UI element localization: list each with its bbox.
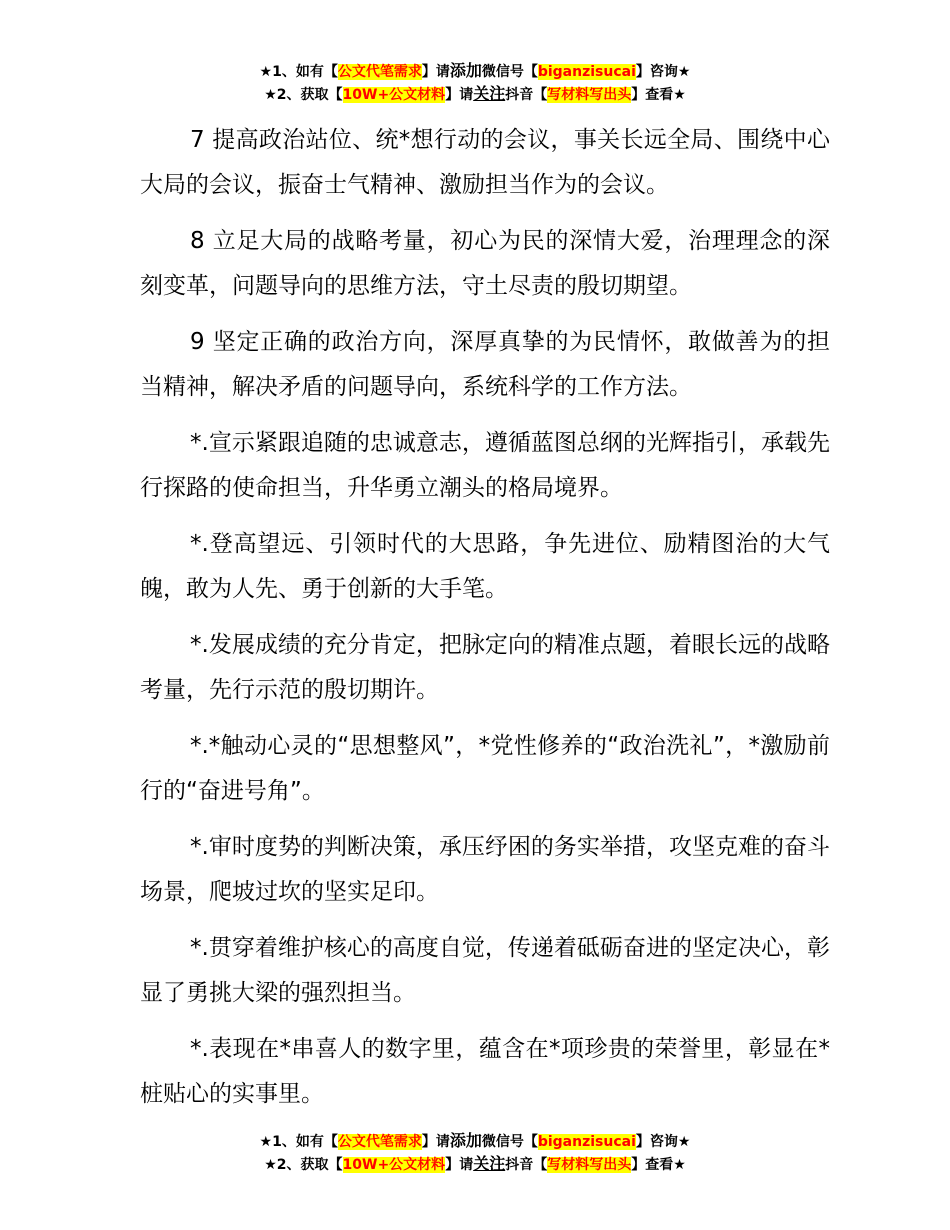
bracket-right: 】 [421,1134,436,1150]
bracket-left: 【 [533,1157,548,1173]
banner-line-2-end: 查看★ [645,87,686,103]
banner-line-1-end: 咨询★ [649,1134,691,1150]
paragraph: *.*触动心灵的“思想整风”，*党性修养的“政治洗礼”，*激励前行的“奋进号角”。 [140,733,830,804]
paragraph: *.发展成绩的充分肯定，把脉定向的精准点题，着眼长远的战略考量，先行示范的殷切期许。 [140,632,830,703]
bracket-left: 【 [328,1157,343,1173]
bracket-left: 【 [323,1134,338,1150]
banner-line-1 [0,60,950,83]
banner-text: 微信号 [481,1134,524,1150]
banner-text: 请 [435,1134,450,1150]
banner-text: 抖音 [505,1157,534,1173]
paragraph: *.审时度势的判断决策，承压纾困的务实举措，攻坚克难的奋斗场景，爬坡过坎的坚实足印。 [140,834,830,905]
bracket-left: 【 [523,1134,538,1150]
bracket-left: 【 [523,64,538,80]
banner-line-2-prefix: ★2、获取 [264,1157,329,1173]
bracket-right: 】 [421,64,436,80]
banner-line-1-prefix: ★1、如有 [259,1134,324,1150]
highlight-wechat-id: biganzisucai [537,1134,636,1150]
highlight-materials: 10W+公文材料 [342,1157,446,1173]
highlight-douyin: 写材料写出头 [547,87,632,103]
bracket-right: 】 [631,1157,646,1173]
bracket-right: 】 [635,64,650,80]
banner-line-2-prefix: ★2、获取 [264,87,329,103]
highlight-service: 公文代笔需求 [337,1134,422,1150]
bracket-left: 【 [533,87,548,103]
banner-emphasis: 关注 [473,1154,506,1173]
paragraph: *.登高望远、引领时代的大思路，争先进位、励精图治的大气魄，敢为人先、勇于创新的大手笔。 [140,531,830,602]
paragraph: 8 立足大局的战略考量，初心为民的深情大爱，治理理念的深刻变革，问题导向的思维方法，守土尽责的殷切期望。 [140,228,830,299]
top-banner [0,60,950,106]
paragraph: *.表现在*串喜人的数字里，蕴含在*项珍贵的荣誉里，彰显在*桩贴心的实事里。 [140,1036,830,1107]
highlight-service: 公文代笔需求 [337,64,422,80]
bracket-left: 【 [328,87,343,103]
banner-line-1-end: 咨询★ [649,64,691,80]
banner-line-2-end: 查看★ [645,1157,686,1173]
bracket-right: 】 [631,87,646,103]
bottom-banner [0,1130,950,1176]
banner-line-1 [0,1130,950,1153]
bracket-left: 【 [323,64,338,80]
banner-line-2 [0,1153,950,1176]
bracket-right: 】 [445,1157,460,1173]
banner-text: 请 [459,1157,474,1173]
paragraph: *.贯穿着维护核心的高度自觉，传递着砥砺奋进的坚定决心，彰显了勇挑大梁的强烈担当。 [140,935,830,1006]
banner-line-1-prefix: ★1、如有 [259,64,324,80]
highlight-materials: 10W+公文材料 [342,87,446,103]
bracket-right: 】 [635,1134,650,1150]
paragraph: 7 提高政治站位、统*想行动的会议，事关长远全局、围绕中心大局的会议，振奋士气精神、激励担当作为的会议。 [140,127,830,198]
banner-line-2 [0,83,950,106]
banner-emphasis: 添加 [449,61,482,80]
banner-text: 微信号 [481,64,524,80]
banner-text: 请 [459,87,474,103]
bracket-right: 】 [445,87,460,103]
banner-text: 抖音 [505,87,534,103]
highlight-douyin: 写材料写出头 [547,1157,632,1173]
banner-emphasis: 添加 [449,1131,482,1150]
document-body [140,118,830,1128]
paragraph: *.宣示紧跟追随的忠诚意志，遵循蓝图总纲的光辉指引，承载先行探路的使命担当，升华勇立潮头的格局境界。 [140,430,830,501]
paragraph: 9 坚定正确的政治方向，深厚真挚的为民情怀，敢做善为的担当精神，解决矛盾的问题导向，系统科学的工作方法。 [140,329,830,400]
banner-emphasis: 关注 [473,84,506,103]
highlight-wechat-id: biganzisucai [537,64,636,80]
banner-text: 请 [435,64,450,80]
